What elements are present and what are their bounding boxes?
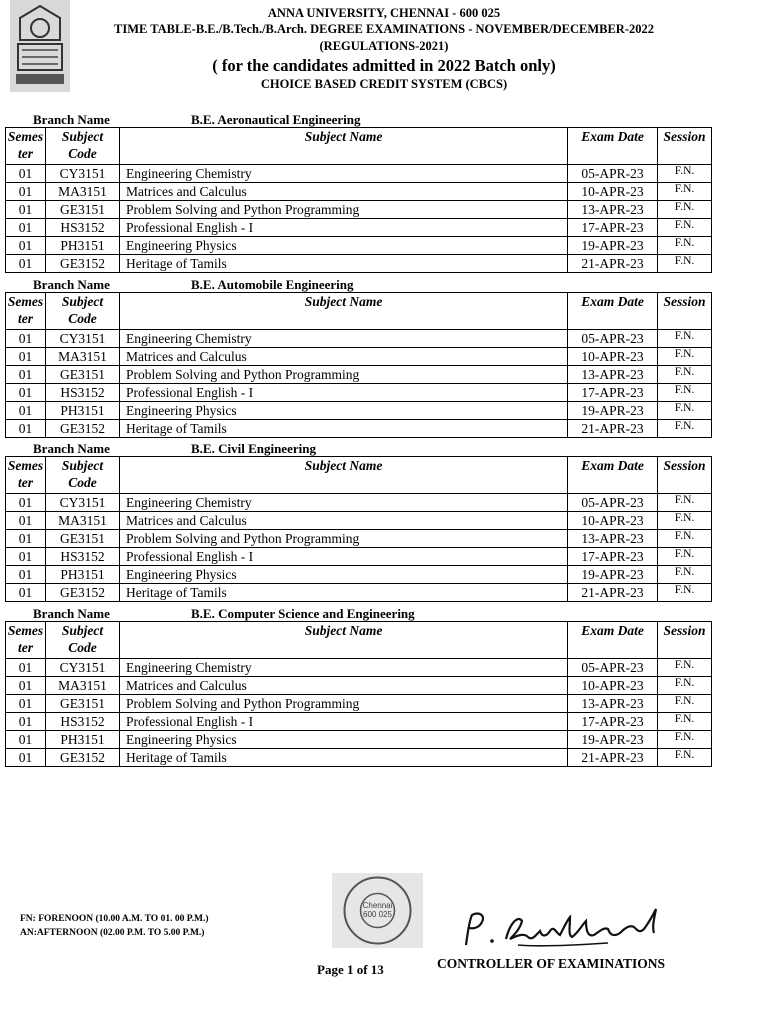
- exam-table: [5, 456, 712, 602]
- table-row: [6, 384, 712, 402]
- subject-code-cell: CY3151: [46, 165, 120, 183]
- branch-label: Branch Name: [33, 606, 110, 621]
- col-date-header: Exam Date: [568, 457, 658, 494]
- semester-cell: 01: [6, 366, 46, 384]
- col-date-header: Exam Date: [568, 622, 658, 659]
- subject-name-cell: Problem Solving and Python Programming: [120, 366, 568, 384]
- session-cell: F.N.: [658, 566, 712, 584]
- branch-heading: [5, 440, 711, 456]
- session-cell: F.N.: [658, 677, 712, 695]
- branch-label: Branch Name: [33, 112, 110, 127]
- subject-name-cell: Engineering Chemistry: [120, 659, 568, 677]
- semester-cell: 01: [6, 402, 46, 420]
- subject-code-cell: CY3151: [46, 330, 120, 348]
- col-name-header: Subject Name: [120, 622, 568, 659]
- exam-date-cell: 17-APR-23: [568, 219, 658, 237]
- an-legend: AN:AFTERNOON (02.00 P.M. TO 5.00 P.M.): [20, 928, 205, 938]
- col-date-header: Exam Date: [568, 293, 658, 330]
- subject-name-cell: Matrices and Calculus: [120, 348, 568, 366]
- semester-cell: 01: [6, 695, 46, 713]
- branch-heading: [5, 276, 711, 292]
- semester-cell: 01: [6, 384, 46, 402]
- branch-block: [5, 276, 711, 438]
- semester-cell: 01: [6, 713, 46, 731]
- semester-cell: 01: [6, 255, 46, 273]
- table-row: [6, 566, 712, 584]
- controller-title: CONTROLLER OF EXAMINATIONS: [437, 956, 666, 971]
- semester-cell: 01: [6, 420, 46, 438]
- session-cell: F.N.: [658, 713, 712, 731]
- session-cell: F.N.: [658, 512, 712, 530]
- session-cell: F.N.: [658, 330, 712, 348]
- subject-code-cell: HS3152: [46, 713, 120, 731]
- table-header-row: [6, 622, 712, 659]
- col-code-header: Subject Code: [46, 128, 120, 165]
- semester-cell: 01: [6, 659, 46, 677]
- semester-cell: 01: [6, 530, 46, 548]
- exam-table: [5, 621, 712, 767]
- exam-date-cell: 19-APR-23: [568, 731, 658, 749]
- subject-code-cell: HS3152: [46, 384, 120, 402]
- col-semester-header: Semes ter: [6, 457, 46, 494]
- subject-code-cell: MA3151: [46, 512, 120, 530]
- session-cell: F.N.: [658, 237, 712, 255]
- exam-date-cell: 05-APR-23: [568, 494, 658, 512]
- table-row: [6, 183, 712, 201]
- session-cell: F.N.: [658, 201, 712, 219]
- branch-block: [5, 111, 711, 273]
- session-cell: F.N.: [658, 219, 712, 237]
- subject-code-cell: PH3151: [46, 731, 120, 749]
- subject-code-cell: CY3151: [46, 659, 120, 677]
- col-date-header: Exam Date: [568, 128, 658, 165]
- exam-date-cell: 21-APR-23: [568, 584, 658, 602]
- svg-text:600 025: 600 025: [363, 910, 392, 919]
- table-row: [6, 677, 712, 695]
- semester-cell: 01: [6, 584, 46, 602]
- table-row: [6, 402, 712, 420]
- col-name-header: Subject Name: [120, 293, 568, 330]
- exam-date-cell: 17-APR-23: [568, 713, 658, 731]
- university-logo: [10, 0, 70, 92]
- session-cell: F.N.: [658, 695, 712, 713]
- subject-code-cell: GE3151: [46, 530, 120, 548]
- session-cell: F.N.: [658, 749, 712, 767]
- table-row: [6, 584, 712, 602]
- exam-date-cell: 13-APR-23: [568, 366, 658, 384]
- cbcs-line: CHOICE BASED CREDIT SYSTEM (CBCS): [260, 77, 508, 91]
- exam-date-cell: 10-APR-23: [568, 183, 658, 201]
- subject-name-cell: Problem Solving and Python Programming: [120, 530, 568, 548]
- exam-date-cell: 10-APR-23: [568, 512, 658, 530]
- subject-name-cell: Heritage of Tamils: [120, 255, 568, 273]
- semester-cell: 01: [6, 201, 46, 219]
- university-name: ANNA UNIVERSITY, CHENNAI - 600 025: [267, 6, 501, 20]
- subject-name-cell: Heritage of Tamils: [120, 749, 568, 767]
- col-session-header: Session: [658, 622, 712, 659]
- semester-cell: 01: [6, 548, 46, 566]
- table-row: [6, 530, 712, 548]
- timetable-title: TIME TABLE-B.E./B.Tech./B.Arch. DEGREE EXAMINATIONS - NOVEMBER/DECEMBER-2022: [114, 22, 654, 36]
- branch-block: [5, 440, 711, 602]
- col-semester-header: Semes ter: [6, 622, 46, 659]
- table-row: [6, 366, 712, 384]
- session-cell: F.N.: [658, 366, 712, 384]
- subject-name-cell: Heritage of Tamils: [120, 584, 568, 602]
- subject-name-cell: Problem Solving and Python Programming: [120, 695, 568, 713]
- col-session-header: Session: [658, 457, 712, 494]
- exam-date-cell: 05-APR-23: [568, 659, 658, 677]
- session-cell: F.N.: [658, 348, 712, 366]
- branch-label: Branch Name: [33, 441, 110, 456]
- exam-date-cell: 13-APR-23: [568, 695, 658, 713]
- table-row: [6, 494, 712, 512]
- semester-cell: 01: [6, 512, 46, 530]
- col-code-header: Subject Code: [46, 622, 120, 659]
- exam-date-cell: 19-APR-23: [568, 237, 658, 255]
- page-number: Page 1 of 13: [317, 962, 384, 977]
- session-cell: F.N.: [658, 183, 712, 201]
- subject-code-cell: PH3151: [46, 566, 120, 584]
- subject-name-cell: Engineering Physics: [120, 237, 568, 255]
- subject-code-cell: GE3151: [46, 366, 120, 384]
- svg-text:Chennai: Chennai: [362, 901, 393, 910]
- branch-block: [5, 605, 711, 767]
- col-semester-header: Semes ter: [6, 128, 46, 165]
- subject-code-cell: GE3151: [46, 695, 120, 713]
- semester-cell: 01: [6, 731, 46, 749]
- table-header-row: [6, 128, 712, 165]
- exam-date-cell: 13-APR-23: [568, 530, 658, 548]
- subject-code-cell: CY3151: [46, 494, 120, 512]
- subject-code-cell: PH3151: [46, 402, 120, 420]
- exam-date-cell: 21-APR-23: [568, 749, 658, 767]
- subject-name-cell: Engineering Physics: [120, 402, 568, 420]
- session-cell: F.N.: [658, 731, 712, 749]
- session-cell: F.N.: [658, 165, 712, 183]
- fn-legend: FN: FORENOON (10.00 A.M. TO 01. 00 P.M.): [20, 914, 209, 924]
- semester-cell: 01: [6, 219, 46, 237]
- exam-date-cell: 17-APR-23: [568, 384, 658, 402]
- session-cell: F.N.: [658, 402, 712, 420]
- table-row: [6, 201, 712, 219]
- subject-name-cell: Problem Solving and Python Programming: [120, 201, 568, 219]
- col-session-header: Session: [658, 128, 712, 165]
- subject-name-cell: Professional English - I: [120, 384, 568, 402]
- official-seal: [332, 873, 423, 948]
- table-row: [6, 695, 712, 713]
- branch-name: B.E. Aeronautical Engineering: [191, 112, 361, 127]
- col-session-header: Session: [658, 293, 712, 330]
- exam-date-cell: 21-APR-23: [568, 420, 658, 438]
- batch-note: ( for the candidates admitted in 2022 Batch only): [212, 56, 556, 75]
- session-cell: F.N.: [658, 420, 712, 438]
- subject-name-cell: Professional English - I: [120, 713, 568, 731]
- subject-name-cell: Professional English - I: [120, 548, 568, 566]
- subject-name-cell: Engineering Physics: [120, 566, 568, 584]
- subject-name-cell: Engineering Chemistry: [120, 330, 568, 348]
- semester-cell: 01: [6, 183, 46, 201]
- table-row: [6, 255, 712, 273]
- table-row: [6, 731, 712, 749]
- col-code-header: Subject Code: [46, 457, 120, 494]
- subject-name-cell: Engineering Physics: [120, 731, 568, 749]
- session-cell: F.N.: [658, 494, 712, 512]
- subject-name-cell: Matrices and Calculus: [120, 512, 568, 530]
- subject-code-cell: HS3152: [46, 219, 120, 237]
- session-cell: F.N.: [658, 255, 712, 273]
- exam-date-cell: 10-APR-23: [568, 677, 658, 695]
- exam-date-cell: 17-APR-23: [568, 548, 658, 566]
- subject-code-cell: GE3152: [46, 584, 120, 602]
- table-row: [6, 348, 712, 366]
- exam-date-cell: 19-APR-23: [568, 402, 658, 420]
- table-header-row: [6, 457, 712, 494]
- col-name-header: Subject Name: [120, 128, 568, 165]
- subject-code-cell: PH3151: [46, 237, 120, 255]
- exam-date-cell: 10-APR-23: [568, 348, 658, 366]
- session-cell: F.N.: [658, 530, 712, 548]
- subject-code-cell: MA3151: [46, 677, 120, 695]
- subject-name-cell: Professional English - I: [120, 219, 568, 237]
- semester-cell: 01: [6, 330, 46, 348]
- exam-date-cell: 21-APR-23: [568, 255, 658, 273]
- col-code-header: Subject Code: [46, 293, 120, 330]
- branch-name: B.E. Automobile Engineering: [191, 277, 354, 292]
- table-row: [6, 713, 712, 731]
- subject-name-cell: Matrices and Calculus: [120, 677, 568, 695]
- table-row: [6, 548, 712, 566]
- semester-cell: 01: [6, 566, 46, 584]
- exam-table: [5, 127, 712, 273]
- semester-cell: 01: [6, 749, 46, 767]
- table-row: [6, 330, 712, 348]
- branch-name: B.E. Civil Engineering: [191, 441, 316, 456]
- table-row: [6, 237, 712, 255]
- subject-name-cell: Matrices and Calculus: [120, 183, 568, 201]
- table-row: [6, 749, 712, 767]
- col-name-header: Subject Name: [120, 457, 568, 494]
- branch-heading: [5, 605, 711, 621]
- semester-cell: 01: [6, 165, 46, 183]
- exam-date-cell: 05-APR-23: [568, 330, 658, 348]
- subject-code-cell: MA3151: [46, 183, 120, 201]
- regulations: (REGULATIONS-2021): [319, 39, 449, 53]
- subject-code-cell: MA3151: [46, 348, 120, 366]
- exam-table: [5, 292, 712, 438]
- semester-cell: 01: [6, 348, 46, 366]
- subject-code-cell: GE3152: [46, 255, 120, 273]
- exam-date-cell: 05-APR-23: [568, 165, 658, 183]
- semester-cell: 01: [6, 237, 46, 255]
- table-row: [6, 420, 712, 438]
- table-row: [6, 659, 712, 677]
- subject-name-cell: Engineering Chemistry: [120, 165, 568, 183]
- subject-name-cell: Heritage of Tamils: [120, 420, 568, 438]
- session-cell: F.N.: [658, 584, 712, 602]
- subject-name-cell: Engineering Chemistry: [120, 494, 568, 512]
- semester-cell: 01: [6, 677, 46, 695]
- semester-cell: 01: [6, 494, 46, 512]
- subject-code-cell: GE3152: [46, 749, 120, 767]
- table-header-row: [6, 293, 712, 330]
- controller-signature: [458, 905, 678, 955]
- branch-label: Branch Name: [33, 277, 110, 292]
- table-row: [6, 512, 712, 530]
- exam-date-cell: 13-APR-23: [568, 201, 658, 219]
- subject-code-cell: GE3151: [46, 201, 120, 219]
- table-row: [6, 219, 712, 237]
- col-semester-header: Semes ter: [6, 293, 46, 330]
- branch-heading: [5, 111, 711, 127]
- subject-code-cell: GE3152: [46, 420, 120, 438]
- table-row: [6, 165, 712, 183]
- branch-name: B.E. Computer Science and Engineering: [191, 606, 415, 621]
- subject-code-cell: HS3152: [46, 548, 120, 566]
- session-cell: F.N.: [658, 548, 712, 566]
- session-cell: F.N.: [658, 659, 712, 677]
- session-cell: F.N.: [658, 384, 712, 402]
- exam-date-cell: 19-APR-23: [568, 566, 658, 584]
